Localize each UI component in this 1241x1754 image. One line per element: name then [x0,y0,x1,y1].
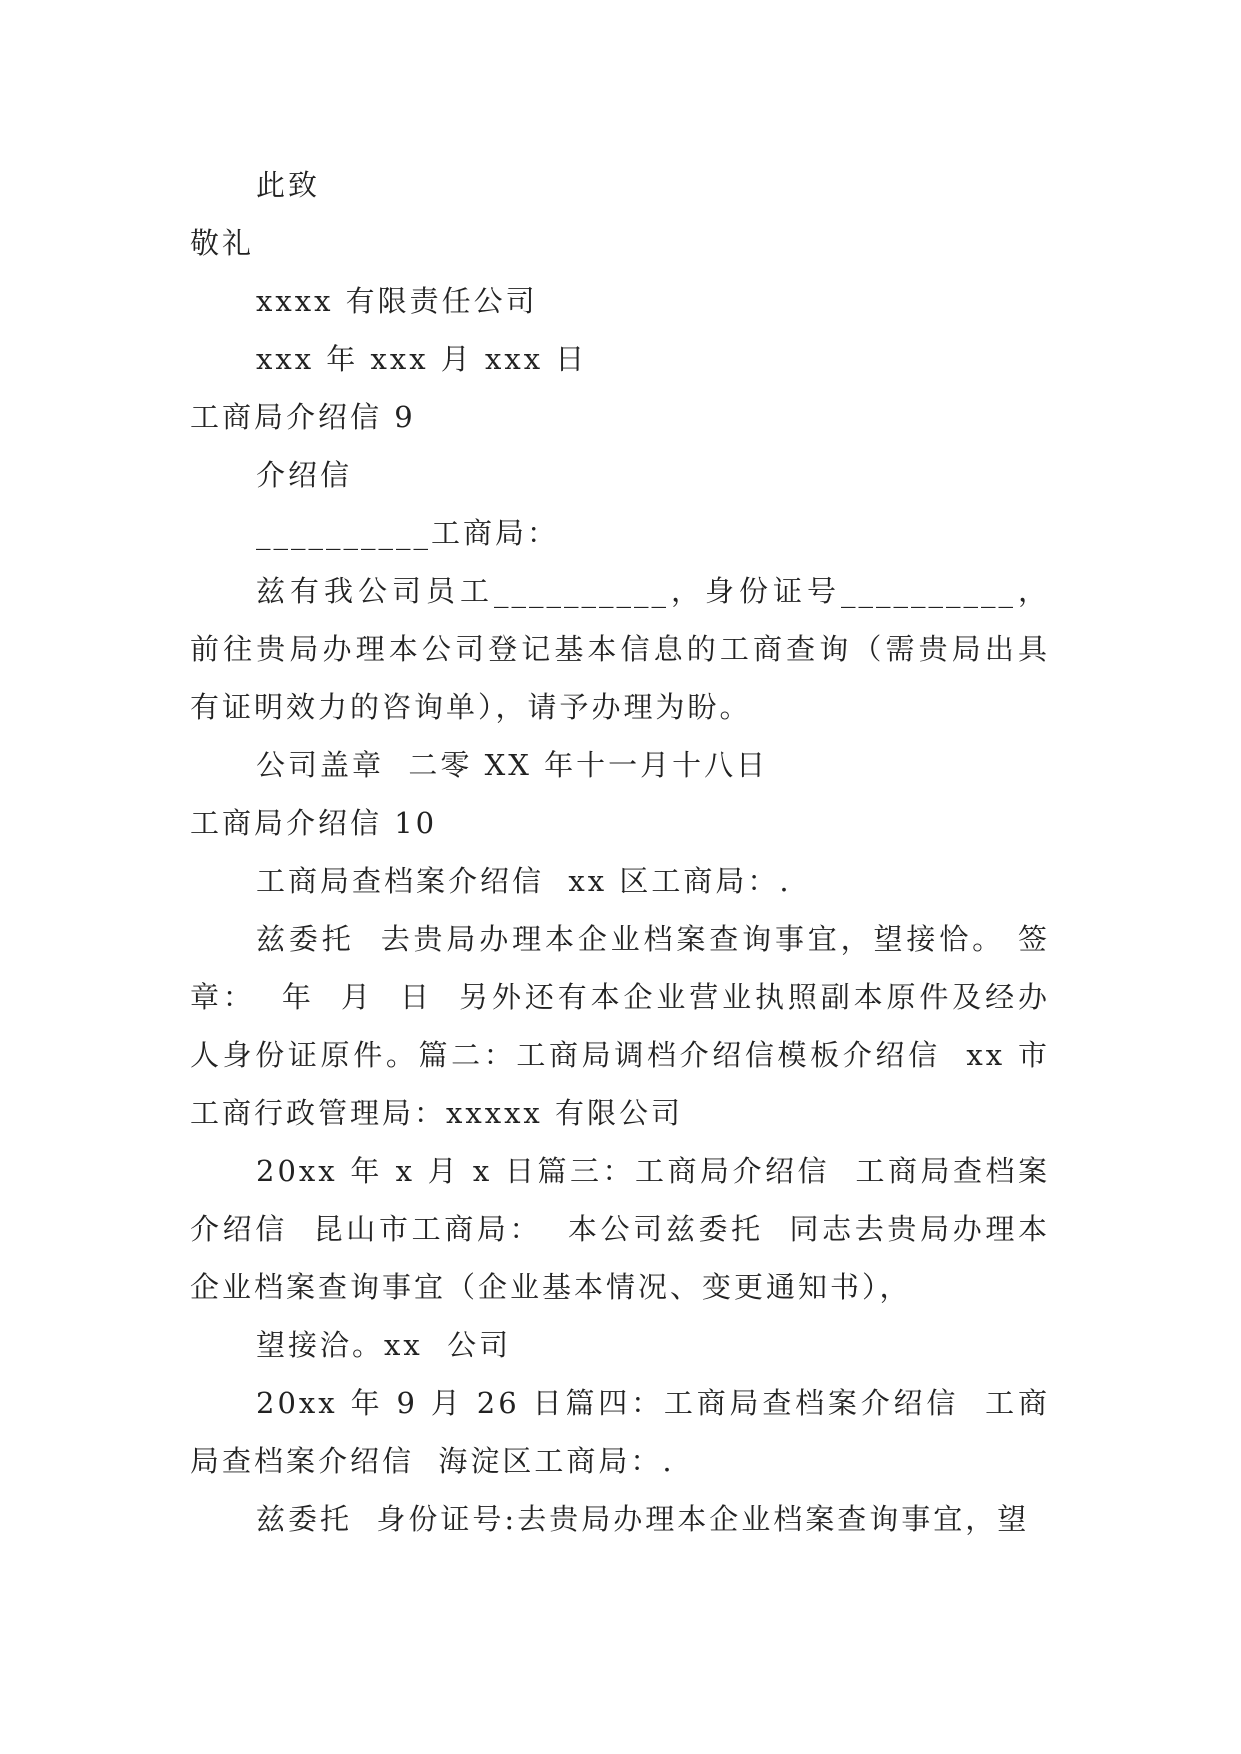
letter-title: 介绍信 [256,458,353,492]
section-heading-10: 工商局介绍信 10 [190,806,438,840]
section-heading-9: 工商局介绍信 9 [190,400,416,434]
paragraph: 兹委托 去贵局办理本企业档案查询事宜，望接恰。 签章： 年 月 日 另外还有本企业营业执照副本原件及经办人身份证原件。篇二：工商局调档介绍信模板介绍信 xx 市工商行政管理局：xxxxx 有限公司 [190,922,1050,1130]
paragraph: 望接洽。xx 公司 [256,1328,512,1362]
letter-date: xxx 年 xxx 月 xxx 日 [256,342,588,376]
letter-body: 兹有我公司员工__________，身份证号__________，前往贵局办理本公司登记基本信息的工商查询（需贵局出具有证明效力的咨询单），请予办理为盼。 [190,574,1050,724]
closing-salutation: 此致 [256,168,321,202]
letter-recipient: __________工商局： [256,516,560,550]
paragraph: 兹委托 身份证号:去贵局办理本企业档案查询事宜，望 [256,1502,1030,1536]
company-name: xxxx 有限责任公司 [256,284,538,318]
paragraph: 工商局查档案介绍信 xx 区工商局：. [256,864,792,898]
paragraph: 20xx 年 x 月 x 日篇三：工商局介绍信 工商局查档案介绍信 昆山市工商局： 本公司兹委托 同志去贵局办理本企业档案查询事宜（企业基本情况、变更通知书）， [190,1154,1050,1304]
document-body [190,156,1050,1548]
paragraph: 20xx 年 9 月 26 日篇四：工商局查档案介绍信 工商局查档案介绍信 海淀区工商局：. [190,1386,1050,1478]
letter-signature: 公司盖章 二零 XX 年十一月十八日 [256,748,769,782]
closing-regards: 敬礼 [190,226,255,260]
